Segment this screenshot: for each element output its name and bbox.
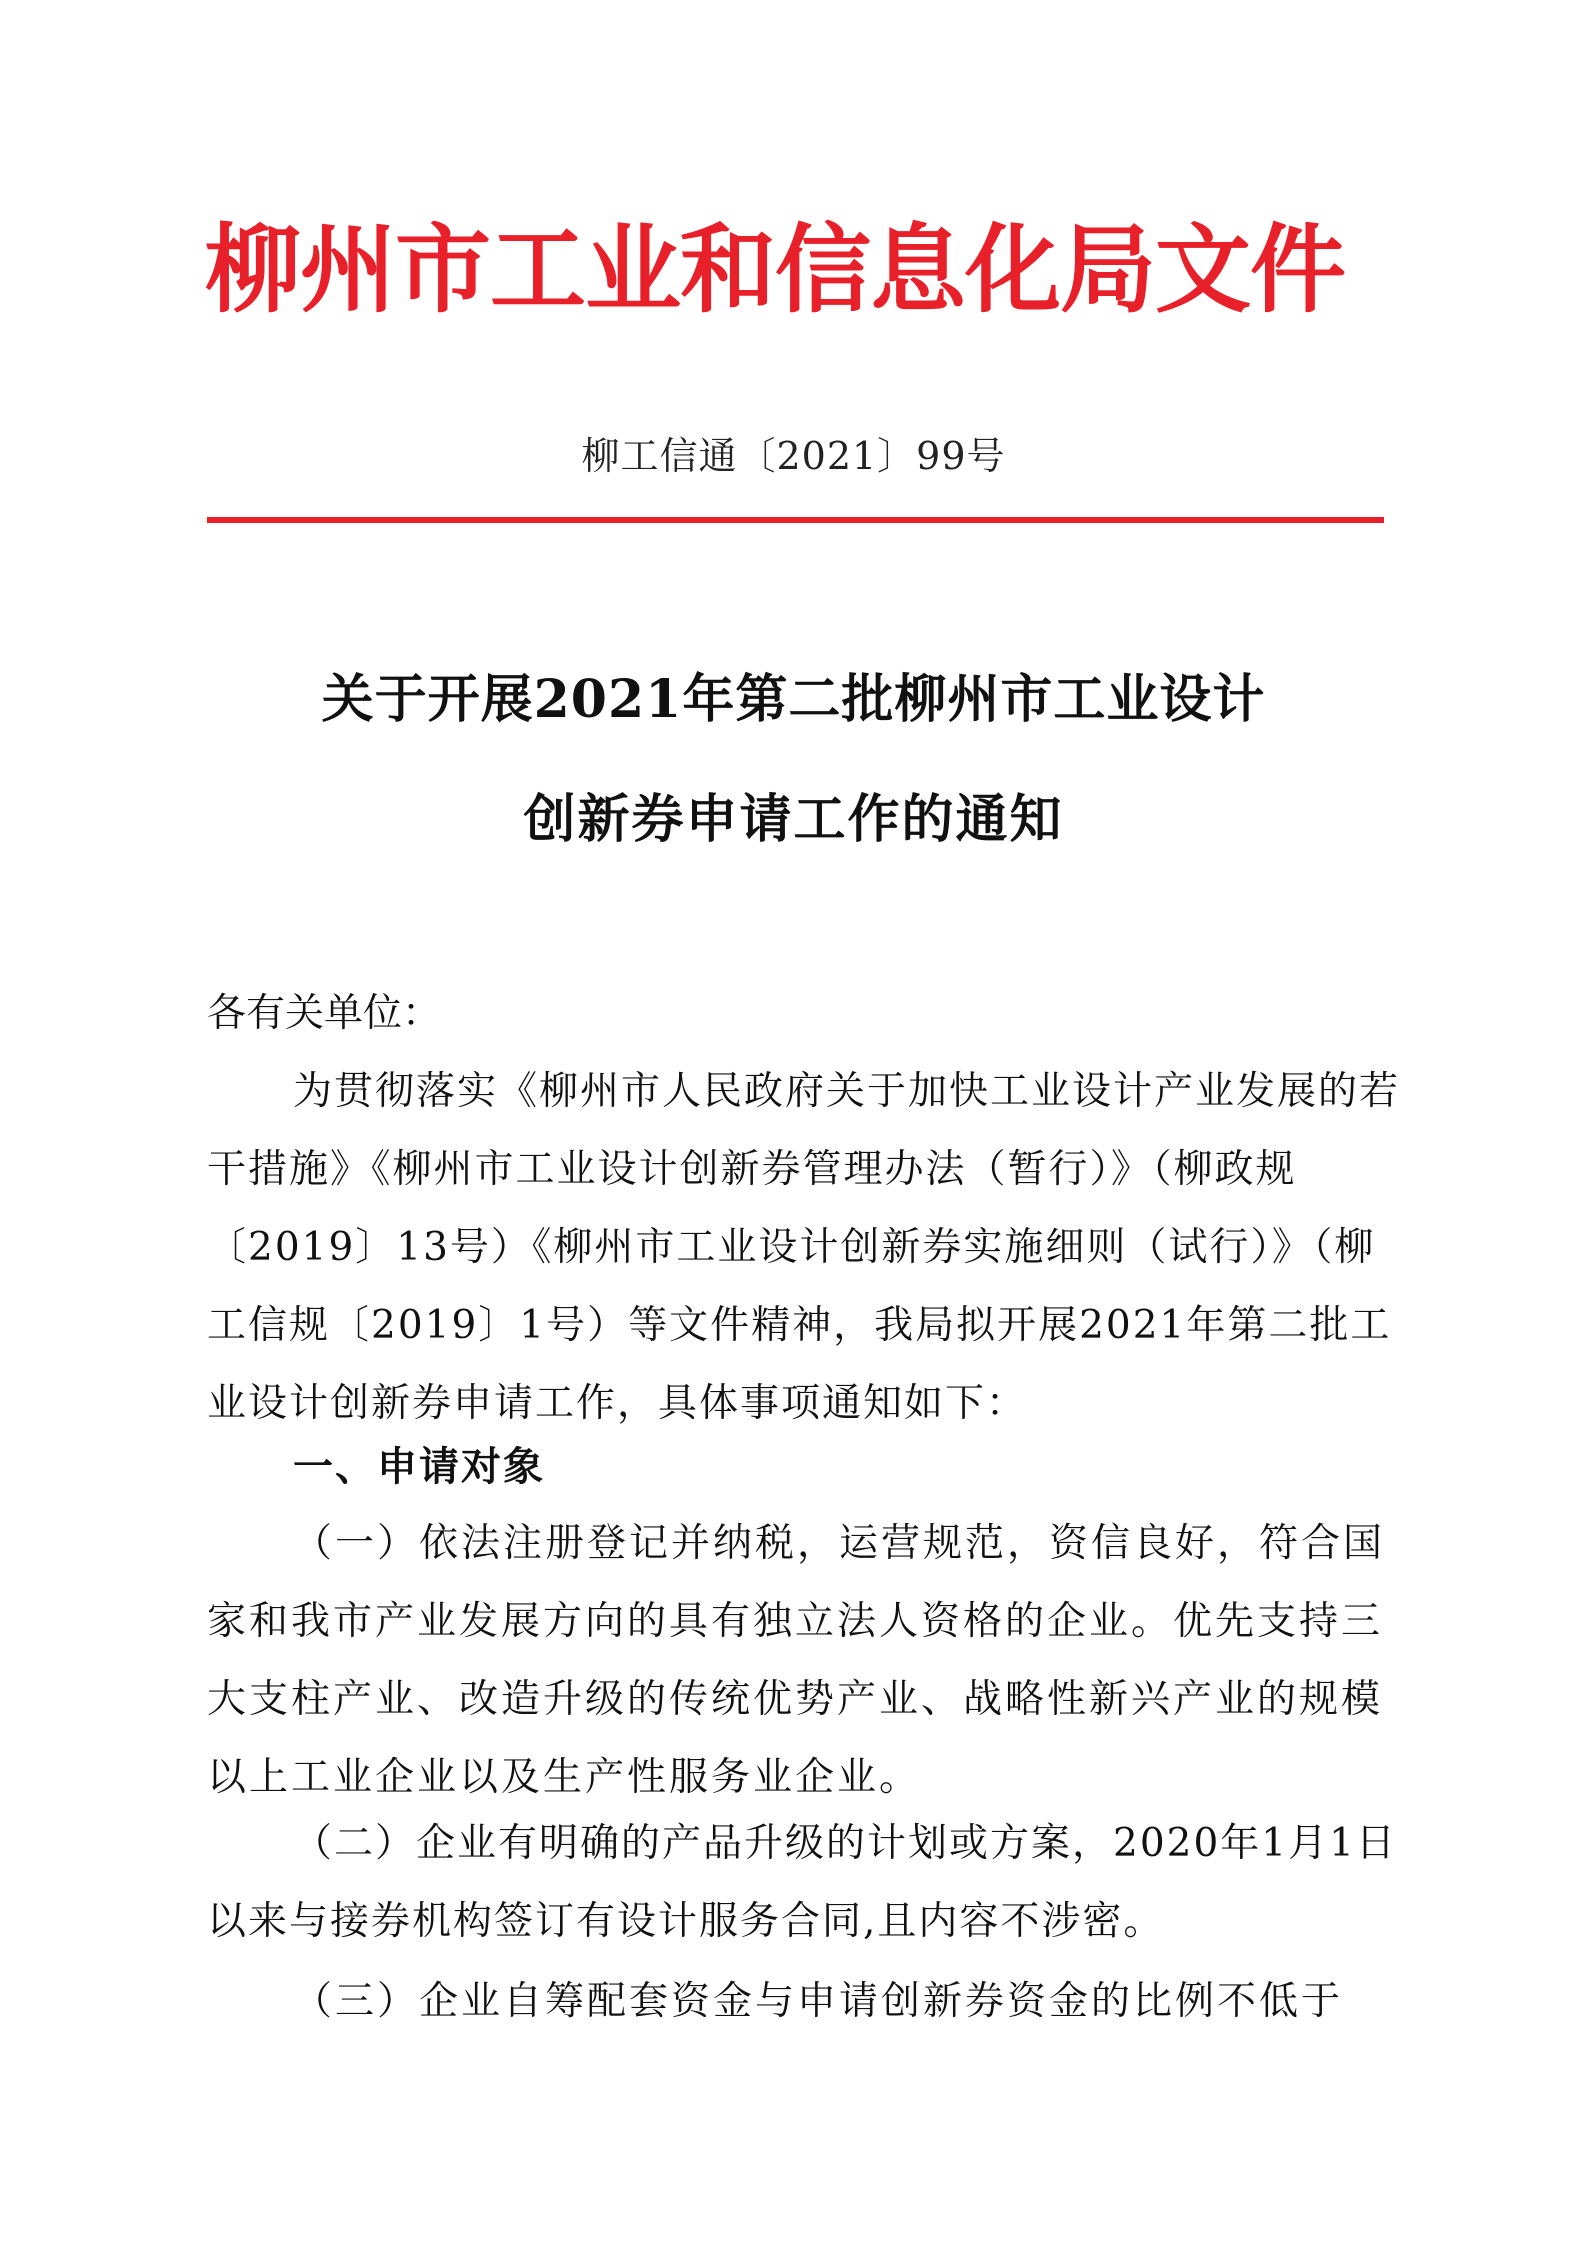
requirement-item-2: （二）企业有明确的产品升级的计划或方案，2020年1月1日以来与接券机构签订有设计服务合同,且内容不涉密。: [207, 1821, 1397, 1944]
section-heading-applicants: 一、申请对象: [293, 1443, 545, 1490]
salutation: 各有关单位：: [207, 991, 442, 1036]
document-title-line-2: 创新券申请工作的通知: [523, 789, 1064, 850]
document-title-line-1: 关于开展2021年第二批柳州市工业设计: [321, 669, 1266, 730]
masthead-red-divider: [207, 517, 1384, 523]
requirement-item-3: （三）企业自筹配套资金与申请创新券资金的比例不低于: [293, 1979, 1344, 2024]
requirement-item-1: （一）依法注册登记并纳税，运营规范，资信良好，符合国家和我市产业发展方向的具有独立法人资格的企业。优先支持三大支柱产业、改造升级的传统优势产业、战略性新兴产业的规模以上工业企业以及生产性服务业企业。: [207, 1521, 1386, 1800]
document-masthead: 柳州市工业和信息化局文件: [205, 213, 1345, 326]
intro-paragraph: 为贯彻落实《柳州市人民政府关于加快工业设计产业发展的若干措施》《柳州市工业设计创新券管理办法（暂行）》（柳政规〔2019〕13号）《柳州市工业设计创新券实施细则（试行）》（柳工信规〔2019〕1号）等文件精神，我局拟开展2021年第二批工业设计创新券申请工作，具体事项通知如下：: [207, 1069, 1401, 1426]
document-number: 柳工信通〔2021〕99号: [581, 434, 1006, 478]
